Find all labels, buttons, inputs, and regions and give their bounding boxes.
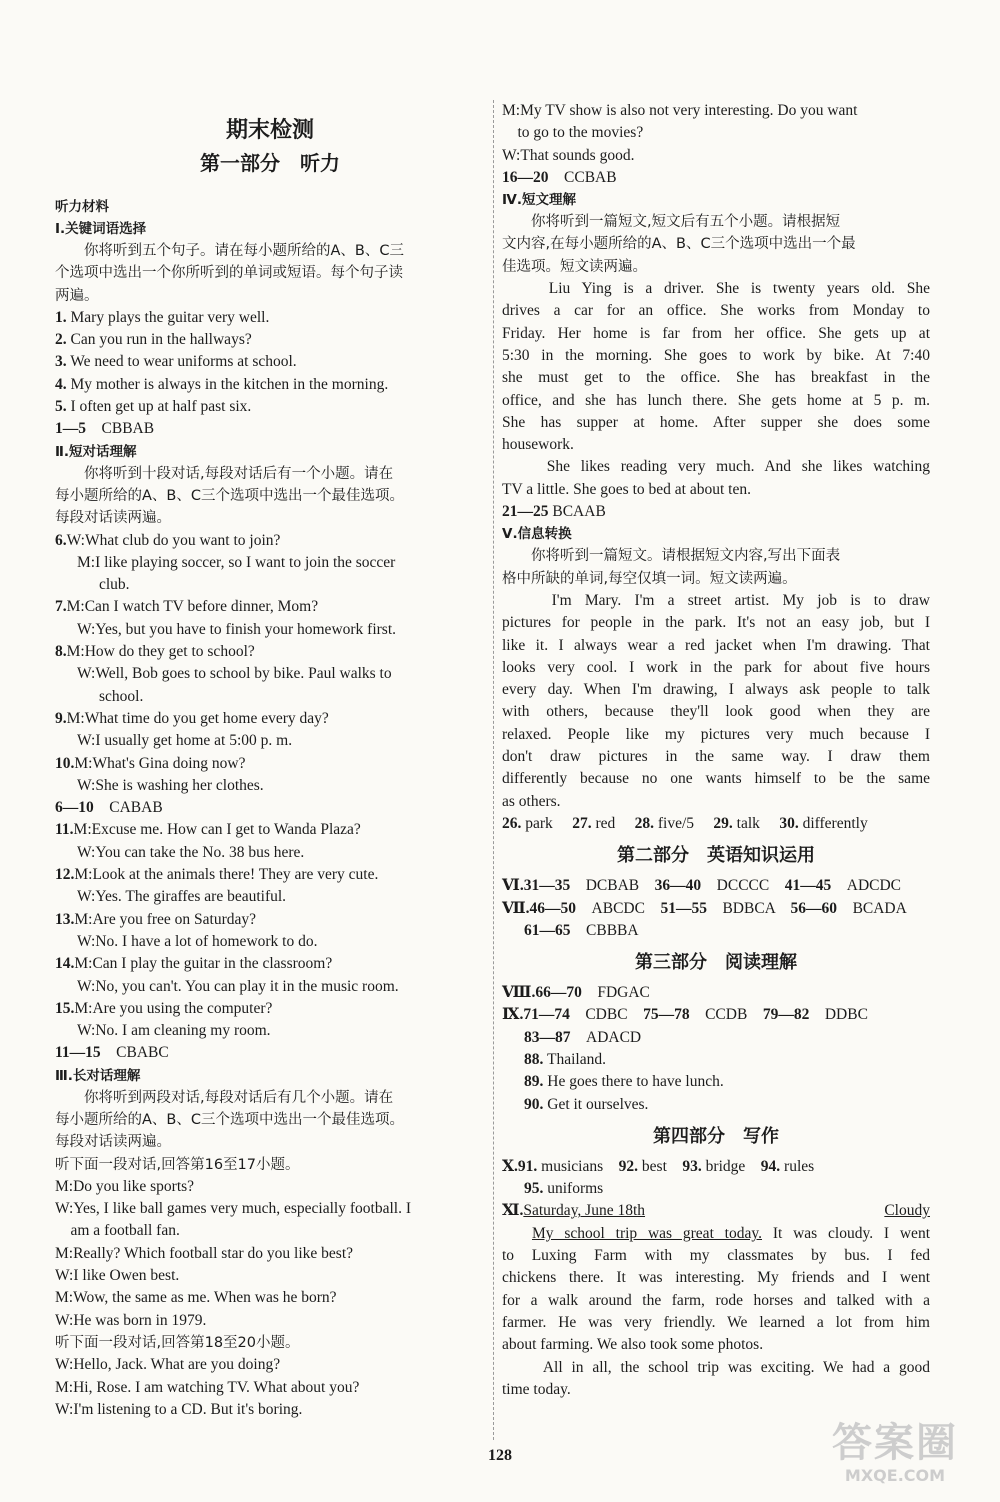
answer-line [502,1156,930,1178]
list-item [55,396,485,418]
instr-line: 格中所缺的单词,每空仅填一词。短文读两遍。 [502,570,797,587]
dialog-text: M:Excuse me. How can I get to Wanda Plaza? [73,821,361,839]
watermark-cn: 答案圈 [832,1420,958,1466]
dialog-line: W:She is washing her clothes. [77,776,264,794]
answer-number: 91. [517,1157,538,1175]
item-number: 1. [55,308,67,326]
essay-line: about farming. We also took some photos. [502,1336,764,1354]
section1-heading: Ⅰ.关键词语选择 [55,221,147,237]
essay-line: farmer. He was very friendly. We learned a lot from him [502,1313,930,1331]
instr-line: 每小题所给的A、B、C三个选项中选出一个最佳选项。 [55,1111,404,1128]
passage-line: she must get to the office. She has breakfast in the [502,369,930,387]
dialog-line [55,909,485,931]
section4-instructions [502,211,930,278]
item-number: 9. [55,709,67,727]
section4-passage [502,278,930,501]
answer-line [55,1042,485,1064]
answers-26-30 [502,813,930,835]
essay-line: time today. [502,1380,571,1398]
item-number: 8. [55,643,67,661]
part2-title: 第二部分 英语知识运用 [617,845,815,867]
section1-items [55,307,485,418]
dialog-text: M:Are you free on Saturday? [74,910,257,928]
answer-line [502,875,930,897]
dialog-line: W:That sounds good. [502,146,635,164]
answer-value: CBBAB [101,420,155,438]
answer-value: ADCDC [846,877,902,895]
instr-line: 每段对话读两遍。 [55,1134,171,1151]
roman-numeral: Ⅸ. [502,1006,524,1024]
answer-number: 90. [524,1095,544,1113]
passage-line: like it. I always wear a red jacket when I'm drawing. That [502,636,930,654]
dialog-line: to go to the movies? [502,124,644,142]
essay-line: All in all, the school trip was exciting. We had a good [502,1358,930,1376]
answer-range: 16—20 [502,168,549,186]
answer-value: uniforms [547,1180,604,1198]
dialog-line: W:No. I am cleaning my room. [77,1022,271,1040]
dialog-text: M:Look at the animals there! They are very cute. [74,866,379,884]
answer-range: 11—15 [55,1044,101,1062]
section5-heading: Ⅴ.信息转换 [502,526,572,543]
dialog-line: am a football fan. [55,1222,180,1240]
answer-range: 71—74 [523,1006,570,1024]
page-number: 128 [488,1447,512,1464]
answer-range: 83—87 [524,1028,571,1046]
answer-range: 56—60 [790,899,838,917]
roman-numeral: Ⅶ. [502,899,530,917]
answer-line [502,982,930,1004]
materials-heading: 听力材料 [55,199,109,215]
answer-value: BDBCA [722,899,776,917]
answer-number: 88. [524,1050,544,1068]
item-text: My mother is always in the kitchen in the morning. [70,375,389,393]
essay-line [502,1223,930,1245]
answer-value: CBBBA [586,921,639,939]
roman-numeral: Ⅷ. [502,984,536,1002]
answer-value: FDGAC [597,984,650,1002]
item-number: 14. [55,955,75,973]
essay-first-rest: It was cloudy. I went [762,1224,930,1242]
passage-line: pictures for people in the park. It's not an easy job, but I [502,614,930,632]
instr-line: 个选项中选出一个你所听到的单词或短语。每个句子读 [55,265,403,282]
section5-instructions [502,545,930,590]
answer-range: 61—65 [524,921,571,939]
answer-value: CCDB [705,1006,748,1024]
dialog-text: W:What club do you want to join? [66,531,281,549]
answer-value: park [525,814,553,832]
item-text: I often get up at half past six. [70,398,252,416]
dialog-text: M:What time do you get home every day? [66,709,329,727]
dialog-line: school. [99,687,144,705]
instr-line: 你将听到一篇短文。请根据短文内容,写出下面表 [502,548,841,565]
essay-header [502,1200,930,1222]
answer-line [502,920,930,942]
passage-line: She has supper at home. After supper she does some [502,413,930,431]
dialog-text: M:Are you using the computer? [74,999,273,1017]
section5-passage [502,590,930,813]
answer-range: 1—5 [55,420,86,438]
item-number: 4. [55,375,67,393]
answer-number: 93. [682,1157,702,1175]
answer-number: 89. [524,1073,544,1091]
answer-value: BCAAB [552,503,606,521]
answer-value: CDBC [585,1006,628,1024]
dialog-text: M:What's Gina doing now? [74,754,246,772]
answer-line [502,1094,930,1116]
passage-line: 5:30 in the morning. She goes to work by bike. At 7:40 [502,346,930,364]
answer-value: CCBAB [564,168,617,186]
item-text: Can you run in the hallways? [70,331,252,349]
passage-line: drives a car for an office. She works from Monday to [502,302,930,320]
answer-value: ADACD [586,1028,642,1046]
answer-value: DDBC [824,1006,868,1024]
right-column [502,100,930,1401]
item-number: 12. [55,866,75,884]
dialog-line: club. [99,576,130,594]
dialog-text: M:How do they get to school? [66,643,255,661]
answer-number: 30. [779,814,799,832]
list-item [55,307,485,329]
answer-number: 92. [618,1157,639,1175]
answer-line [502,167,930,189]
dialog-line [55,708,485,730]
answer-range: 41—45 [784,877,832,895]
section4-heading: Ⅳ.短文理解 [502,192,576,209]
answer-range: 46—50 [529,899,577,917]
answer-range: 79—82 [762,1006,810,1024]
essay-line: chickens there. It was interesting. My friends and I went [502,1269,930,1287]
passage-line: relaxed. People like my pictures very much because I [502,725,930,743]
part4-title: 第四部分 写作 [653,1125,779,1147]
essay-line: to Luxing Farm with my classmates by bus. I fed [502,1247,930,1265]
instr-line: 每小题所给的A、B、C三个选项中选出一个最佳选项。 [55,487,404,504]
dialog-line [55,596,485,618]
instr-line: 你将听到十段对话,每段对话后有一个小题。请在 [55,465,394,482]
item-number: 11. [55,821,74,839]
answer-value: ABCDC [591,899,645,917]
dialog-11-15 [55,819,485,1042]
dialog-line: W:He was born in 1979. [55,1311,207,1329]
answer-value: best [641,1157,667,1175]
instr-line: 两遍。 [55,287,99,304]
essay-first-sentence: My school trip was great today. [532,1224,762,1242]
dialog-text: M:Can I watch TV before dinner, Mom? [66,598,319,616]
dialog-line: M:Hi, Rose. I am watching TV. What about you? [55,1378,360,1396]
answer-number: 28. [634,814,654,832]
dialog-line: W:Well, Bob goes to school by bike. Paul walks to [77,665,392,683]
item-number: 6. [55,531,67,549]
dialog-question-note: 听下面一段对话,回答第16至17小题。 [55,1156,300,1173]
answer-value: CBABC [116,1044,169,1062]
part3-title: 第三部分 阅读理解 [635,952,797,974]
instr-line: 文内容,在每小题所给的A、B、C三个选项中选出一个最 [502,236,856,253]
list-item [55,374,485,396]
instr-line: 你将听到一篇短文,短文后有五个小题。请根据短 [502,214,841,231]
dialog-line [55,953,485,975]
dialog-line [55,641,485,663]
answer-line [502,1178,930,1200]
item-number: 2. [55,331,67,349]
answer-value: BCADA [852,899,907,917]
answer-range: 31—35 [523,877,571,895]
list-item [55,351,485,373]
answer-line [55,418,485,440]
roman-numeral: Ⅹ. [502,1157,518,1175]
passage-line: as others. [502,792,561,810]
item-text: Mary plays the guitar very well. [70,308,270,326]
item-number: 15. [55,999,75,1017]
essay-weather: Cloudy [884,1202,930,1220]
dialog-6-10 [55,530,485,798]
dialog-line: W:No. I have a lot of homework to do. [77,932,318,950]
passage-line: office, and she has lunch there. She gets home at 5 p. m. [502,391,930,409]
answer-value: Thailand. [546,1050,606,1068]
answer-value: DCCCC [716,877,770,895]
passage-line: housework. [502,436,574,454]
dialog-line: W:No, you can't. You can play it in the music room. [77,977,399,995]
passage-line: She likes reading very much. And she likes watching [502,458,930,476]
dialog-line [55,530,485,552]
passage-line: with others, because they'll look good when they are [502,703,930,721]
dialog-line: W:Yes, but you have to finish your homework first. [77,620,397,638]
section2-heading: Ⅱ.短对话理解 [55,443,137,460]
dialog-line: M:I like playing soccer, so I want to join the soccer [77,553,396,571]
part1-title: 第一部分 听力 [200,151,340,175]
instr-line: 你将听到五个句子。请在每小题所给的A、B、C三 [55,243,404,259]
dialog-line: W:You can take the No. 38 bus here. [77,843,305,861]
answer-value: talk [736,814,760,832]
answer-range: 75—78 [643,1006,690,1024]
dialog-line: W:Hello, Jack. What are you doing? [55,1356,281,1374]
answer-value: differently [802,814,868,832]
passage-line: I'm Mary. I'm a street artist. My job is to draw [502,591,930,609]
answer-line [55,797,485,819]
answer-line [502,1027,930,1049]
passage-line: don't draw pictures in the same way. I draw them [502,748,930,766]
dialog-line: W:Yes. The giraffes are beautiful. [77,888,287,906]
answer-range: 6—10 [55,799,94,817]
essay [502,1200,930,1401]
answer-value: five/5 [657,814,695,832]
passage-line: every day. When I'm drawing, I always ask people to talk [502,681,930,699]
dialog-line: M:Do you like sports? [55,1177,195,1195]
section3-heading: Ⅲ.长对话理解 [55,1067,141,1084]
dialog-line [55,998,485,1020]
answer-value: musicians [541,1157,604,1175]
answer-range: 66—70 [535,984,582,1002]
answer-line [502,1071,930,1093]
answer-value: CABAB [109,799,163,817]
instr-line: 你将听到两段对话,每段对话后有几个小题。请在 [55,1089,394,1106]
passage-line: differently because no one wants himself to be the same [502,770,930,788]
dialog-line [55,819,485,841]
passage-line: TV a little. She goes to bed at about ten. [502,480,751,498]
answer-number: 94. [760,1157,781,1175]
answer-range: 36—40 [654,877,702,895]
dialog-question-note: 听下面一段对话,回答第18至20小题。 [55,1334,300,1351]
item-number: 7. [55,598,67,616]
item-number: 3. [55,353,67,371]
list-item [55,329,485,351]
dialog-line: W:Yes, I like ball games very much, especially football. I [55,1200,411,1218]
section3-instructions [55,1087,485,1154]
dialog-line [55,864,485,886]
answer-line [502,1004,930,1026]
answer-value: Get it ourselves. [547,1095,649,1113]
dialog-line [55,753,485,775]
instr-line: 每段对话读两遍。 [55,510,171,527]
roman-numeral: Ⅺ. [502,1202,524,1220]
long-dialog-2 [55,1354,485,1421]
answer-number: 26. [502,814,522,832]
item-number: 13. [55,910,75,928]
dialog-text: M:Can I play the guitar in the classroom? [74,955,333,973]
answer-value: bridge [705,1157,746,1175]
dialog-line: M:Really? Which football star do you like best? [55,1244,354,1262]
essay-date: Saturday, June 18th [523,1202,646,1220]
answer-line [502,1049,930,1071]
watermark-en: MXQE.COM [844,1466,946,1485]
answer-value: red [595,814,616,832]
dialog-line: W:I'm listening to a CD. But it's boring. [55,1400,303,1418]
answer-range: 51—55 [660,899,707,917]
long-dialog-1 [55,1176,485,1332]
passage-line: Liu Ying is a driver. She is twenty years old. She [502,280,930,298]
page-title: 期末检测 [225,118,314,143]
essay-line: for a walk around the farm, rode horses and talked with a [502,1291,930,1309]
instr-line: 佳选项。短文读两遍。 [502,258,647,275]
answer-number: 29. [713,814,733,832]
dialog-line: M:My TV show is also not very interesting. Do you want [502,102,858,119]
answer-value: He goes there to have lunch. [547,1073,724,1091]
item-number: 10. [55,754,75,772]
passage-line: Friday. Her home is far from her office. She gets up at [502,324,930,342]
answer-number: 95. [524,1180,544,1198]
answer-line [502,898,930,920]
passage-line: looks very cool. I work in the park for about five hours [502,658,930,676]
item-number: 5. [55,398,67,416]
answer-line [502,501,930,523]
dialog-line: W:I like Owen best. [55,1267,180,1285]
dialog-line: M:Wow, the same as me. When was he born? [55,1289,337,1307]
watermark-logo [810,1420,980,1490]
section1-instructions [55,240,485,307]
answer-value: rules [784,1157,815,1175]
long-dialog-2-continued [502,100,930,167]
answer-number: 27. [572,814,592,832]
answer-value: DCBAB [585,877,640,895]
left-column [55,196,485,1421]
dialog-line: W:I usually get home at 5:00 p. m. [77,732,293,750]
answer-range: 21—25 [502,503,549,521]
section2-instructions [55,463,485,530]
column-divider [493,100,494,1440]
item-text: We need to wear uniforms at school. [70,353,297,371]
roman-numeral: Ⅵ. [502,877,524,895]
